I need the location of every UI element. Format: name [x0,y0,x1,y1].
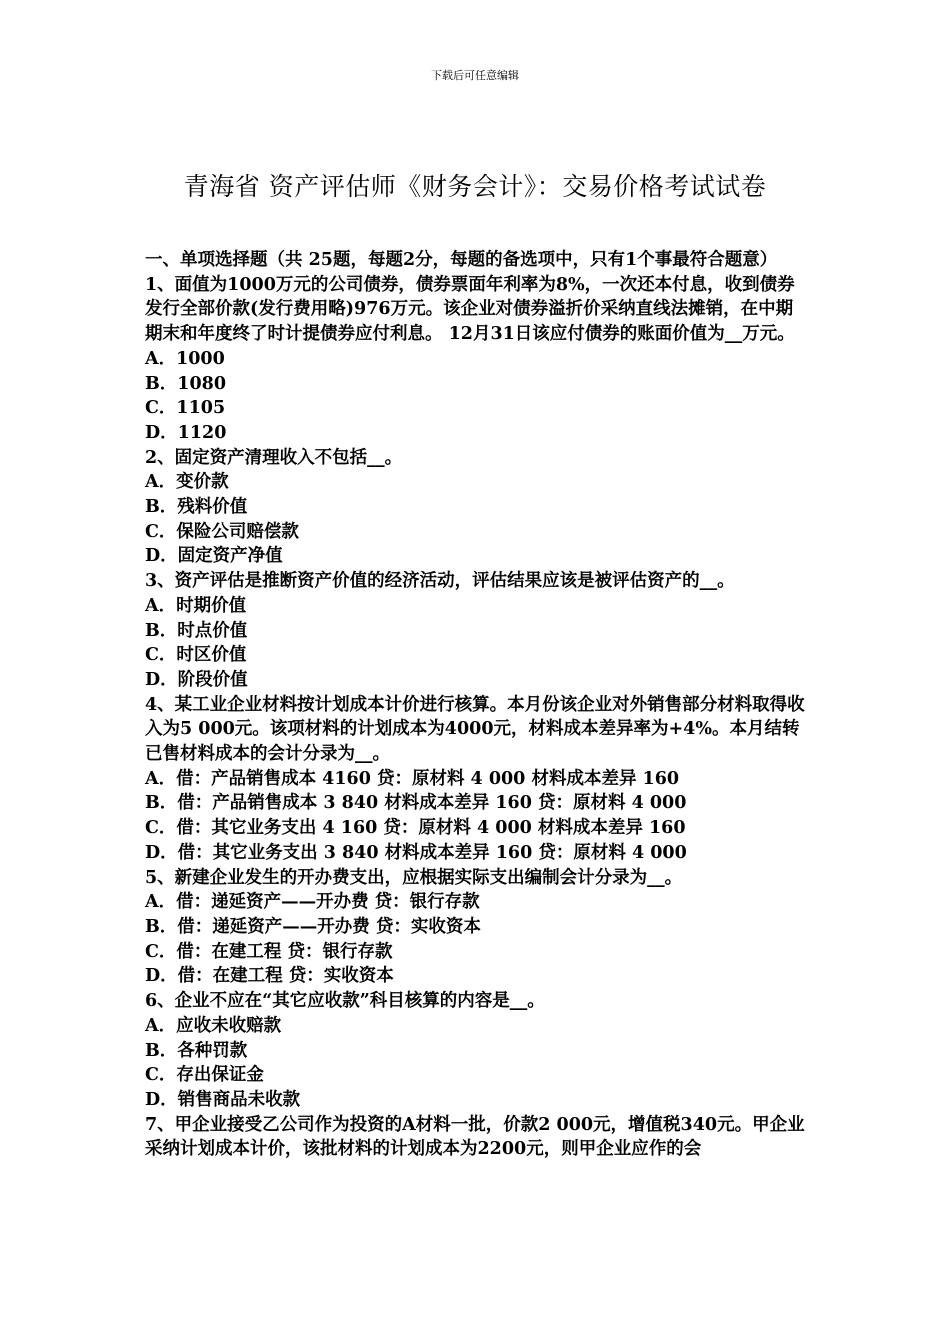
option-b: B．残料价值 [145,497,248,518]
question-stem: 3、资产评估是推断资产价值的经济活动，评估结果应该是被评估资产的__。 [145,571,735,592]
option-a: A．应收未收赔款 [145,1015,282,1036]
document-title: 青海省 资产评估师《财务会计》：交易价格考试试卷 [183,171,767,201]
option-b: B．时点价值 [145,620,248,641]
section-heading: 一、单项选择题（共 25题，每题2分，每题的备选项中，只有1个事最符合题意） [145,250,778,270]
option-a: A．1000 [145,348,225,369]
option-d: D．阶段价值 [145,669,248,690]
option-c: C．存出保证金 [145,1065,264,1086]
document-body [145,248,810,1162]
option-c: C．时区价值 [145,645,247,666]
header-note: 下载后可任意编辑 [431,69,519,82]
option-a: A．借：产品销售成本 4160 贷：原材料 4 000 材料成本差异 160 [145,768,680,789]
option-c: C．借：在建工程 贷：银行存款 [145,941,393,962]
option-c: C．保险公司赔偿款 [145,521,299,542]
question-2 [145,446,810,570]
option-b: B．1080 [145,373,226,394]
option-b: B．借：递延资产——开办费 贷：实收资本 [145,916,481,937]
option-a: A．借：递延资产——开办费 贷：银行存款 [145,892,480,913]
question-stem: 2、固定资产清理收入不包括__。 [145,447,403,468]
question-6 [145,989,810,1113]
option-d: D．借：在建工程 贷：实收资本 [145,966,394,987]
option-c: C．借：其它业务支出 4 160 贷：原材料 4 000 材料成本差异 160 [145,818,686,839]
question-stem: 5、新建企业发生的开办费支出，应根据实际支出编制会计分录为__。 [145,867,683,888]
question-stem: 1、面值为1000万元的公司债券，债券票面年利率为8%，一次还本付息，收到债券发行全部价款(发行费用略)976万元。该企业对债券溢折价采纳直线法摊销，在中期期末和年度终了时计提债券应付利息。 12月31日该应付债券的账面价值为__万元。 [145,274,795,345]
option-d: D．销售商品未收款 [145,1089,301,1110]
option-d: D．固定资产净值 [145,546,283,567]
option-c: C．1105 [145,398,226,419]
option-a: A．时期价值 [145,595,247,616]
option-b: B．借：产品销售成本 3 840 材料成本差异 160 贷：原材料 4 000 [145,793,687,814]
question-stem: 6、企业不应在“其它应收款”科目核算的内容是__。 [145,991,545,1012]
option-a: A．变价款 [145,472,229,493]
option-d: D．1120 [145,422,227,443]
question-7 [145,1113,810,1162]
question-5 [145,866,810,990]
option-b: B．各种罚款 [145,1040,248,1061]
question-stem: 7、甲企业接受乙公司作为投资的A材料一批，价款2 000元，增值税340元。甲企业采纳计划成本计价，该批材料的计划成本为2200元，则甲企业应作的会 [145,1114,805,1160]
question-4 [145,693,810,866]
question-stem: 4、某工业企业材料按计划成本计价进行核算。本月份该企业对外销售部分材料取得收入为5 000元。该项材料的计划成本为4000元，材料成本差异率为+4%。本月结转已售材料成本的会计分录为__。 [145,694,805,765]
question-1 [145,273,810,446]
question-3 [145,569,810,693]
option-d: D．借：其它业务支出 3 840 材料成本差异 160 贷：原材料 4 000 [145,842,687,863]
